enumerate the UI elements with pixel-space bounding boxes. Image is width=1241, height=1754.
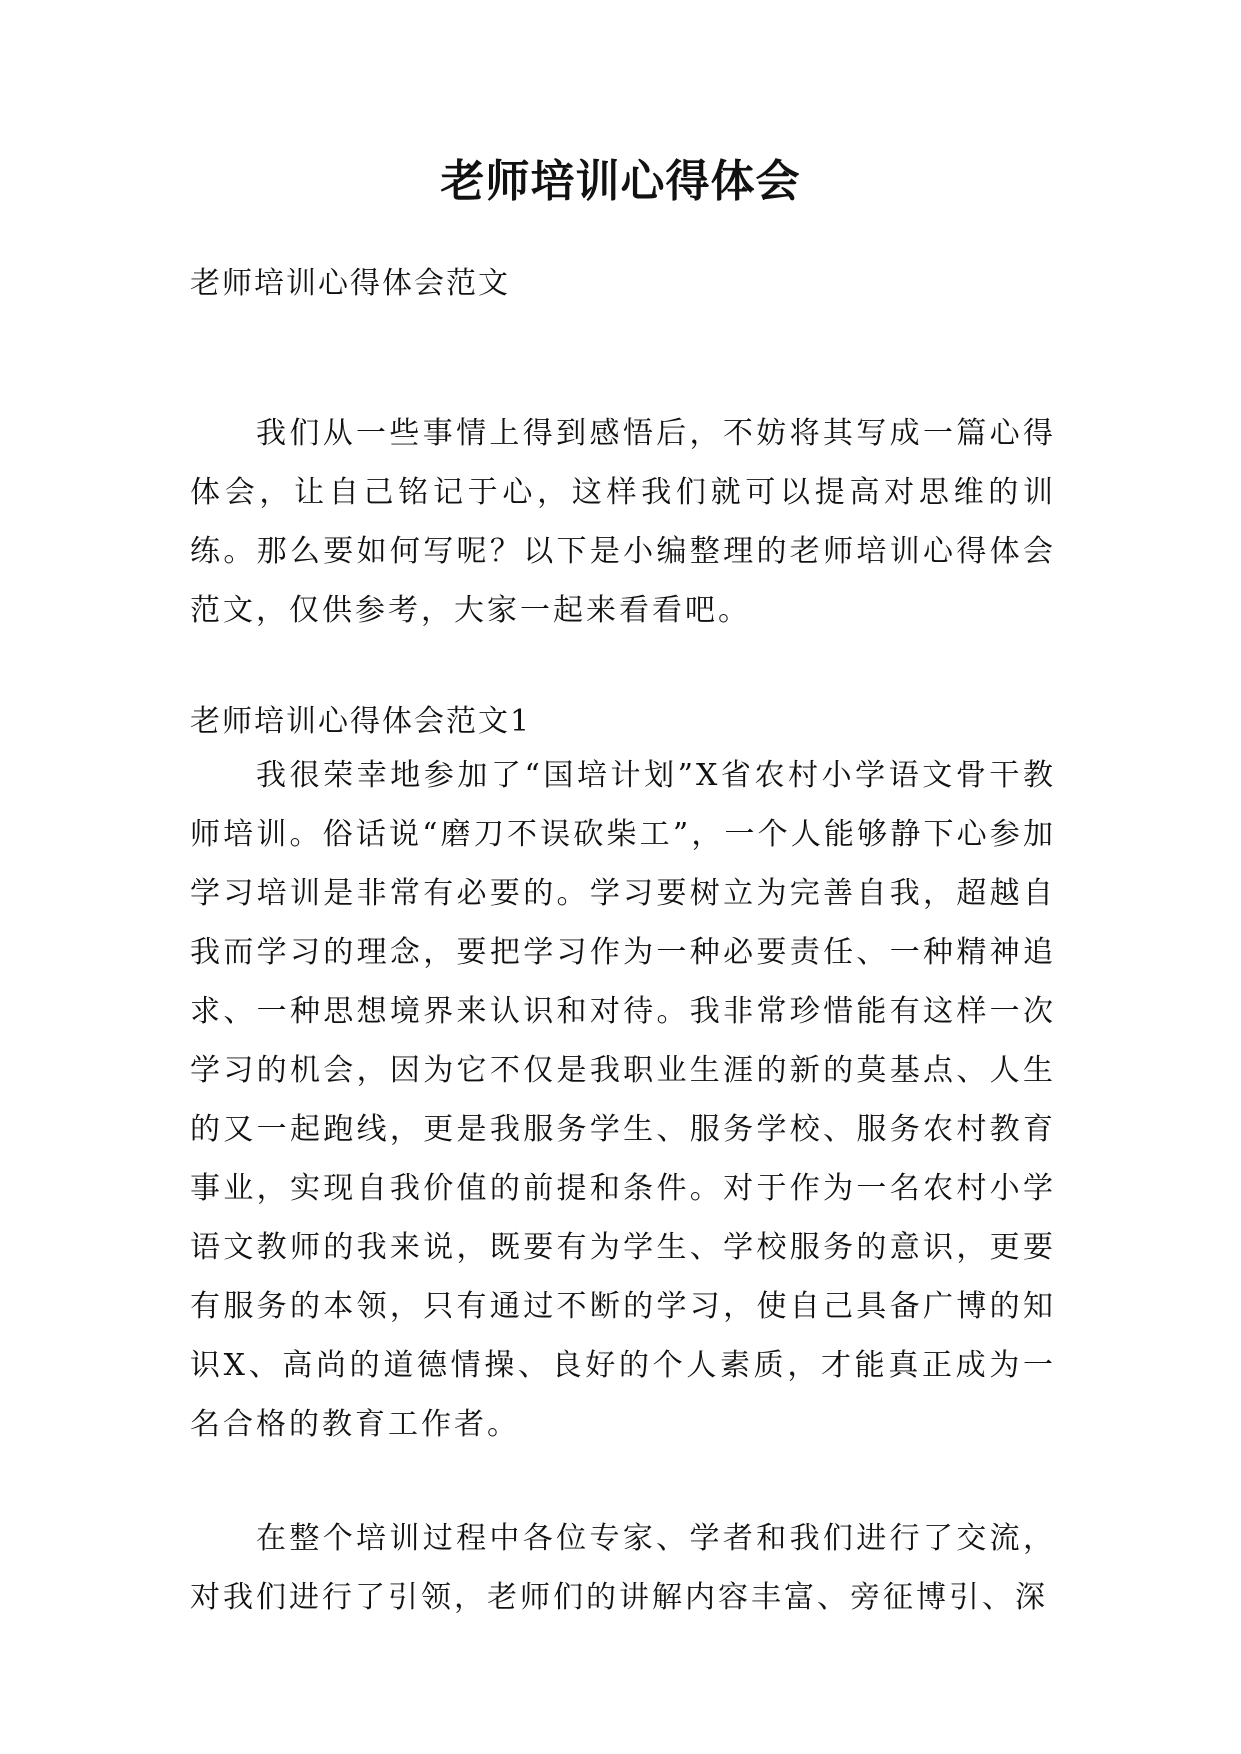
intro-paragraph: 我们从一些事情上得到感悟后，不妨将其写成一篇心得体会，让自己铭记于心，这样我们就可以提高对思维的训练。那么要如何写呢？以下是小编整理的老师培训心得体会范文，仅供参考，大家一起来看看吧。 [190, 416, 1056, 628]
body-paragraph-1: 我很荣幸地参加了“国培计划”X省农村小学语文骨干教师培训。俗话说“磨刀不误砍柴工”，一个人能够静下心参加学习培训是非常有必要的。学习要树立为完善自我，超越自我而学习的理念，要把学习作为一种必要责任、一种精神追求、一种思想境界来认识和对待。我非常珍惜能有这样一次学习的机会，因为它不仅是我职业生涯的新的莫基点、人生的又一起跑线，更是我服务学生、服务学校、服务农村教育事业，实现自我价值的前提和条件。对于作为一名农村小学语文教师的我来说，既要有为学生、学校服务的意识，更要有服务的本领，只有通过不断的学习，使自己具备广博的知识X、高尚的道德情操、良好的个人素质，才能真正成为一名合格的教育工作者。 [190, 758, 1056, 1442]
body-paragraph-2: 在整个培训过程中各位专家、学者和我们进行了交流，对我们进行了引领，老师们的讲解内容丰富、旁征博引、深 [190, 1521, 1056, 1615]
document-title: 老师培训心得体会 [440, 156, 801, 207]
section-heading: 老师培训心得体会范文1 [190, 704, 532, 739]
document-subtitle: 老师培训心得体会范文 [190, 266, 510, 301]
